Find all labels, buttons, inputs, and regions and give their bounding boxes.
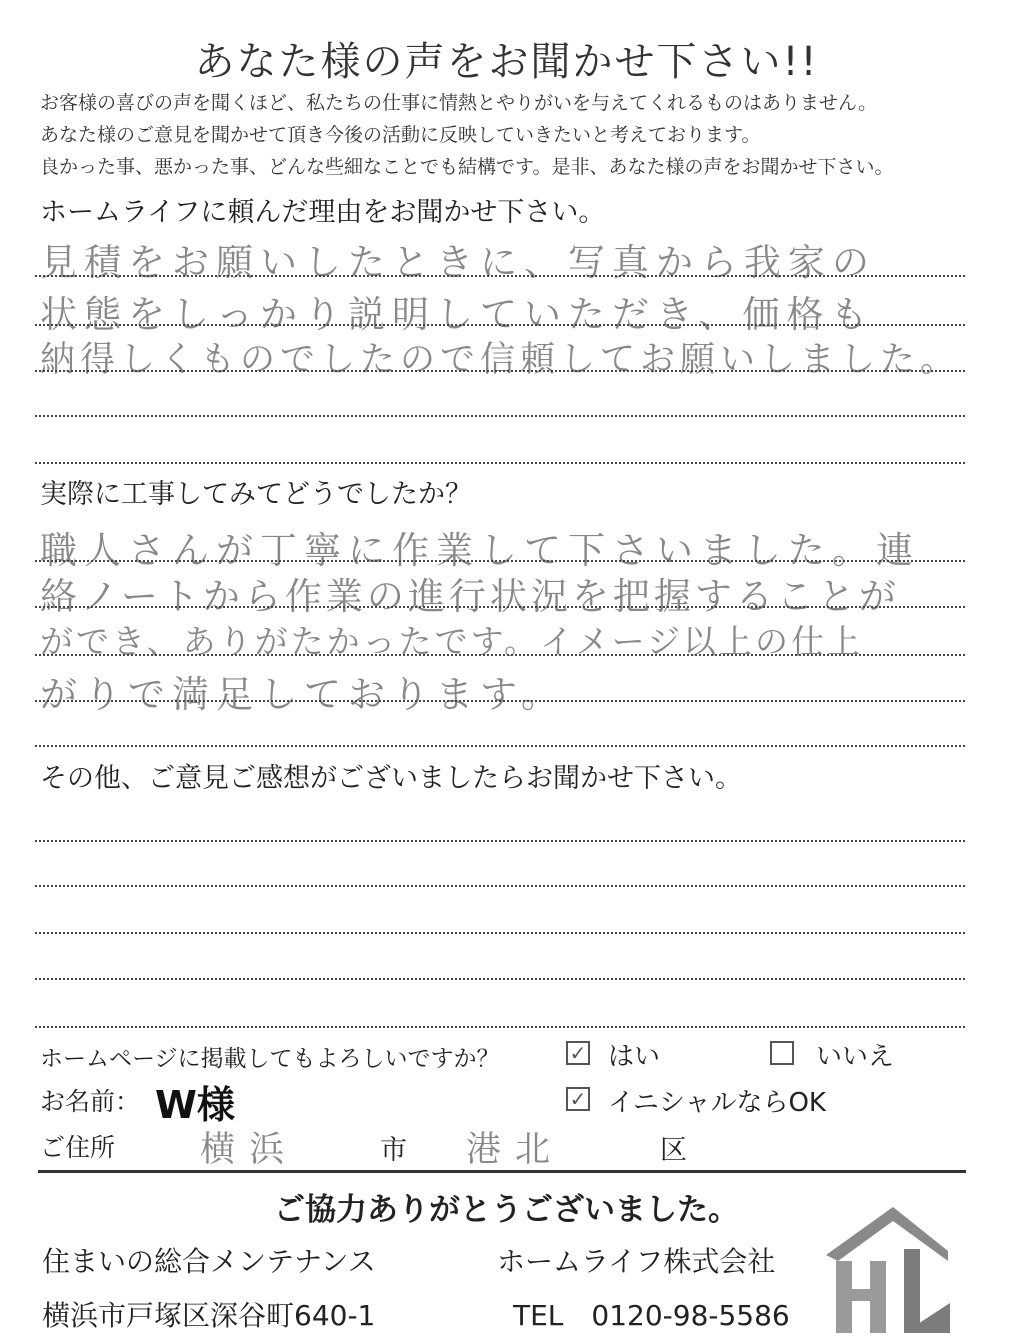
footer-tel: TEL 0120-98-5586 [513, 1299, 790, 1332]
section2-answer-line-2: 絡ノートから作業の進行状況を把握することが [40, 575, 900, 618]
footer-address: 横浜市戸塚区深谷町640-1 [42, 1299, 376, 1332]
check-icon: ✓ [569, 1041, 587, 1065]
logo-l-stem [904, 1249, 920, 1333]
writing-line [35, 932, 965, 934]
logo-h-bar [852, 1289, 870, 1301]
writing-line [35, 978, 965, 980]
address-label: ご住所 [40, 1133, 116, 1162]
section2-answer-line-4: がりで満足しております。 [40, 673, 566, 716]
writing-line [35, 560, 965, 562]
address-city-suffix: 市 [380, 1135, 407, 1166]
writing-line [35, 1026, 965, 1028]
writing-line [35, 324, 965, 326]
section1-heading: ホームライフに頼んだ理由をお聞かせ下さい。 [40, 197, 606, 228]
consent-no-label: いいえ [816, 1042, 895, 1072]
writing-line [35, 370, 965, 372]
intro-line-2: あなた様のご意見を聞かせて頂き今後の活動に反映していきたいと考えております。 [40, 124, 761, 146]
consent-question: ホームページに掲載してもよろしいですか？ [40, 1046, 500, 1072]
consent-initial-checkbox[interactable] [566, 1087, 590, 1111]
address-ward-suffix: 区 [660, 1135, 687, 1166]
writing-line [35, 415, 965, 417]
writing-line [35, 885, 965, 887]
section1-answer-line-2: 状態をしっかり説明していただき、価格も [40, 293, 875, 336]
footer-tagline: 住まいの総合メンテナンス [42, 1245, 376, 1278]
writing-line [35, 700, 965, 702]
logo-h-right [870, 1261, 886, 1333]
section2-answer-line-3: ができ、ありがたかったです。イメージ以上の仕上 [40, 622, 864, 661]
section2-heading: 実際に工事してみてどうでしたか？ [40, 479, 472, 510]
intro-line-3: 良かった事、悪かった事、どんな些細なことでも結構です。是非、あなた様の声をお聞かせ下さい。 [40, 156, 894, 178]
section3-heading: その他、ご意見ご感想がございましたらお聞かせ下さい。 [40, 763, 742, 794]
writing-line [35, 654, 965, 656]
consent-yes-checkbox[interactable] [566, 1041, 590, 1065]
section2-answer-line-1: 職人さんが丁寧に作業して下さいました。連 [40, 529, 920, 572]
writing-line [35, 606, 965, 608]
section1-answer-line-1: 見積をお願いしたときに、写真から我家の [40, 241, 876, 284]
page-title: あなた様の声をお聞かせ下さい!! [194, 39, 819, 85]
logo-roof [826, 1207, 948, 1261]
company-logo-icon [818, 1205, 958, 1335]
writing-line [35, 745, 965, 747]
consent-initial-label: イニシャルならOK [608, 1088, 826, 1118]
section1-answer-line-3: 納得しくものでしたので信頼してお願いしました。 [40, 340, 961, 380]
writing-line [35, 275, 965, 277]
name-label: お名前： [40, 1087, 141, 1116]
logo-h-left [836, 1261, 852, 1333]
name-value: W様 [155, 1083, 235, 1127]
writing-line [35, 462, 965, 464]
address-ward: 港北 [466, 1130, 565, 1170]
footer-company: ホームライフ株式会社 [497, 1245, 776, 1278]
intro-line-1: お客様の喜びの声を聞くほど、私たちの仕事に情熱とやりがいを与えてくれるものはありません。 [40, 92, 878, 114]
writing-line [35, 840, 965, 842]
divider [38, 1170, 966, 1173]
check-icon: ✓ [569, 1087, 587, 1111]
consent-yes-label: はい [608, 1042, 661, 1072]
thanks-message: ご協力ありがとうございました。 [274, 1192, 739, 1228]
consent-no-checkbox[interactable] [770, 1041, 794, 1065]
address-city: 横浜 [200, 1130, 299, 1170]
